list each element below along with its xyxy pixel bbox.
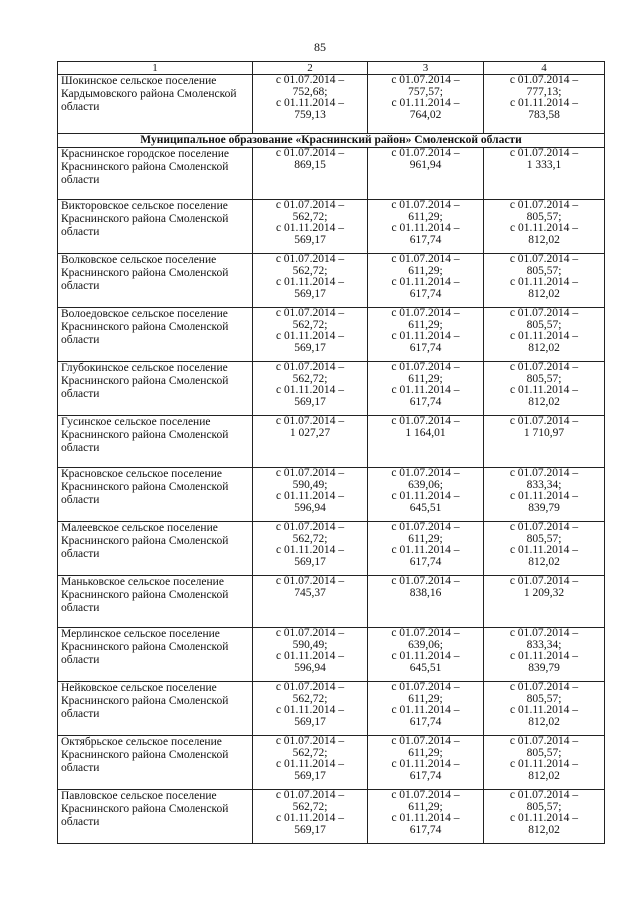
tariff-line: 611,29;: [408, 692, 443, 705]
table-row: [58, 682, 605, 736]
tariff-cell-col3: [368, 362, 484, 416]
tariff-line: 752,68;: [292, 85, 328, 98]
tariff-line: с 01.07.2014 –: [391, 74, 460, 86]
tariff-line: с 01.07.2014 –: [275, 789, 345, 801]
tariff-cell-col3: [368, 468, 484, 522]
tariff-line: 812,02: [528, 769, 560, 782]
tariff-cell-col4: [484, 200, 605, 254]
tariff-line: 812,02: [528, 341, 560, 354]
table-row: [58, 362, 605, 416]
tariff-line: 1 710,97: [523, 426, 565, 439]
table-header: [58, 62, 605, 75]
tariff-cell-col2: [253, 576, 368, 628]
tariff-line: 617,74: [409, 769, 442, 782]
tariff-line: с 01.11.2014 –: [510, 276, 578, 288]
tariff-line: с 01.07.2014 –: [391, 681, 460, 693]
settlement-name: Малеевское сельское поселение Краснинского района Смоленской области: [58, 522, 253, 576]
tariff-line: с 01.07.2014 –: [275, 147, 345, 159]
tariff-cell-col4: [484, 790, 605, 844]
tariff-line: 777,13;: [526, 85, 562, 98]
tariff-line: 611,29;: [408, 800, 443, 813]
tariff-line: с 01.11.2014 –: [391, 384, 460, 396]
page-number: 85: [314, 40, 326, 54]
column-number-2: 2: [253, 62, 368, 75]
tariff-line: с 01.07.2014 –: [509, 199, 579, 211]
tariff-line: 562,72;: [292, 532, 328, 545]
settlement-name: Красновское сельское поселение Краснинского района Смоленской области: [58, 468, 253, 522]
tariff-line: с 01.07.2014 –: [509, 253, 579, 265]
tariff-line: с 01.07.2014 –: [509, 627, 579, 639]
tariff-cell-col4: [484, 75, 605, 134]
table-row: [58, 736, 605, 790]
tariff-line: 639,06;: [408, 478, 443, 491]
settlement-name: Павловское сельское поселение Краснинского района Смоленской области: [58, 790, 253, 844]
tariff-cell-col4: [484, 736, 605, 790]
tariff-line: с 01.07.2014 –: [275, 681, 345, 693]
settlement-name: Маньковское сельское поселение Краснинского района Смоленской области: [58, 576, 253, 628]
tariff-line: с 01.07.2014 –: [275, 415, 345, 427]
section-title: Муниципальное образование «Краснинский район» Смоленской области: [58, 134, 605, 148]
tariff-line: 805,57;: [526, 264, 562, 277]
tariff-line: с 01.07.2014 –: [509, 789, 579, 801]
tariff-line: 562,72;: [292, 210, 328, 223]
tariff-cell-col3: [368, 200, 484, 254]
tariff-line: 1 027,27: [289, 426, 331, 439]
table-row: [58, 254, 605, 308]
tariff-cell-col2: [253, 308, 368, 362]
tariff-line: с 01.11.2014 –: [276, 650, 344, 662]
tariff-line: 590,49;: [292, 478, 328, 491]
tariff-line: с 01.11.2014 –: [276, 97, 344, 109]
tariff-line: с 01.11.2014 –: [510, 330, 578, 342]
tariff-line: с 01.11.2014 –: [391, 222, 460, 234]
tariff-line: 757,57;: [408, 85, 443, 98]
tariff-line: 838,16: [409, 586, 442, 599]
tariff-cell-col3: [368, 522, 484, 576]
tariff-line: 562,72;: [292, 800, 328, 813]
tariff-line: 805,57;: [526, 800, 562, 813]
tariff-cell-col4: [484, 468, 605, 522]
tariff-line: с 01.07.2014 –: [391, 307, 460, 319]
tariff-line: с 01.07.2014 –: [391, 735, 460, 747]
tariff-line: с 01.11.2014 –: [510, 704, 578, 716]
settlement-name: Глубокинское сельское поселение Краснинского района Смоленской области: [58, 362, 253, 416]
tariff-line: 562,72;: [292, 264, 328, 277]
table-row: [58, 308, 605, 362]
tariff-line: 617,74: [409, 555, 442, 568]
tariff-line: 869,15: [294, 158, 326, 171]
tariff-cell-col4: [484, 628, 605, 682]
tariff-line: с 01.11.2014 –: [510, 544, 578, 556]
tariff-table: [57, 61, 605, 844]
tariff-line: с 01.11.2014 –: [391, 758, 460, 770]
tariff-cell-col4: [484, 576, 605, 628]
tariff-cell-col2: [253, 200, 368, 254]
tariff-line: 812,02: [528, 715, 560, 728]
table-row: [58, 628, 605, 682]
tariff-line: с 01.07.2014 –: [509, 415, 579, 427]
tariff-line: с 01.07.2014 –: [509, 575, 579, 587]
tariff-line: с 01.11.2014 –: [391, 97, 460, 109]
tariff-line: 805,57;: [526, 318, 562, 331]
tariff-line: с 01.11.2014 –: [510, 384, 578, 396]
tariff-line: 805,57;: [526, 692, 562, 705]
tariff-cell-col2: [253, 75, 368, 134]
tariff-cell-col3: [368, 628, 484, 682]
tariff-cell-col3: [368, 254, 484, 308]
tariff-cell-col3: [368, 416, 484, 468]
tariff-line: 617,74: [409, 395, 442, 408]
tariff-line: 839,79: [528, 661, 560, 674]
column-number-row: [58, 62, 605, 75]
settlement-name: Краснинское городское поселение Краснинского района Смоленской области: [58, 148, 253, 200]
tariff-line: 611,29;: [408, 318, 443, 331]
tariff-cell-col4: [484, 416, 605, 468]
tariff-line: 645,51: [409, 501, 442, 514]
tariff-line: с 01.07.2014 –: [391, 467, 460, 479]
tariff-cell-col3: [368, 148, 484, 200]
tariff-line: с 01.11.2014 –: [276, 276, 344, 288]
tariff-line: 562,72;: [292, 692, 328, 705]
tariff-line: 805,57;: [526, 372, 562, 385]
tariff-line: 590,49;: [292, 638, 328, 651]
tariff-line: с 01.07.2014 –: [391, 147, 460, 159]
tariff-line: 812,02: [528, 395, 560, 408]
tariff-line: 812,02: [528, 233, 560, 246]
settlement-name: Шокинское сельское поселение Кардымовского района Смоленской области: [58, 75, 253, 134]
tariff-line: с 01.07.2014 –: [509, 74, 579, 86]
tariff-line: 805,57;: [526, 532, 562, 545]
table-row: [58, 148, 605, 200]
tariff-line: с 01.07.2014 –: [275, 199, 345, 211]
column-number-4: 4: [484, 62, 605, 75]
tariff-line: 805,57;: [526, 746, 562, 759]
settlement-name: Октябрьское сельское поселение Краснинского района Смоленской области: [58, 736, 253, 790]
tariff-line: 569,17: [294, 555, 326, 568]
tariff-line: с 01.11.2014 –: [391, 544, 460, 556]
tariff-line: с 01.07.2014 –: [509, 521, 579, 533]
tariff-cell-col3: [368, 75, 484, 134]
tariff-line: с 01.11.2014 –: [510, 222, 578, 234]
settlement-name: Волоедовское сельское поселение Краснинского района Смоленской области: [58, 308, 253, 362]
tariff-line: с 01.07.2014 –: [391, 199, 460, 211]
column-number-1: 1: [58, 62, 253, 75]
tariff-line: 562,72;: [292, 372, 328, 385]
table-row: [58, 468, 605, 522]
tariff-line: с 01.07.2014 –: [509, 147, 579, 159]
tariff-line: с 01.07.2014 –: [391, 253, 460, 265]
tariff-cell-col3: [368, 576, 484, 628]
tariff-line: с 01.11.2014 –: [276, 384, 344, 396]
tariff-line: 569,17: [294, 823, 326, 836]
tariff-cell-col4: [484, 308, 605, 362]
tariff-line: с 01.07.2014 –: [275, 521, 345, 533]
settlement-name: Гусинское сельское поселение Краснинского района Смоленской области: [58, 416, 253, 468]
tariff-cell-col2: [253, 468, 368, 522]
tariff-line: 569,17: [294, 769, 326, 782]
tariff-line: с 01.11.2014 –: [276, 812, 344, 824]
tariff-line: с 01.11.2014 –: [391, 650, 460, 662]
table-row: [58, 576, 605, 628]
tariff-line: 569,17: [294, 715, 326, 728]
tariff-cell-col4: [484, 682, 605, 736]
tariff-line: с 01.07.2014 –: [275, 735, 345, 747]
tariff-line: 569,17: [294, 395, 326, 408]
tariff-line: с 01.07.2014 –: [509, 361, 579, 373]
tariff-line: 617,74: [409, 341, 442, 354]
tariff-line: с 01.11.2014 –: [391, 704, 460, 716]
tariff-line: 617,74: [409, 287, 442, 300]
tariff-cell-col2: [253, 790, 368, 844]
tariff-line: с 01.07.2014 –: [275, 361, 345, 373]
tariff-cell-col2: [253, 362, 368, 416]
tariff-line: 1 209,32: [523, 586, 565, 599]
tariff-line: 596,94: [294, 661, 326, 674]
tariff-line: с 01.07.2014 –: [275, 74, 345, 86]
tariff-line: с 01.11.2014 –: [276, 490, 344, 502]
section-header-row: [58, 134, 605, 148]
tariff-line: с 01.11.2014 –: [510, 758, 578, 770]
tariff-cell-col2: [253, 522, 368, 576]
tariff-line: 562,72;: [292, 318, 328, 331]
tariff-line: 839,79: [528, 501, 560, 514]
tariff-cell-col2: [253, 148, 368, 200]
tariff-cell-col4: [484, 522, 605, 576]
tariff-cell-col4: [484, 148, 605, 200]
tariff-line: 812,02: [528, 287, 560, 300]
tariff-line: 1 333,1: [526, 158, 562, 171]
settlement-name: Викторовское сельское поселение Краснинского района Смоленской области: [58, 200, 253, 254]
tariff-cell-col3: [368, 682, 484, 736]
settlement-name: Волковское сельское поселение Краснинского района Смоленской области: [58, 254, 253, 308]
tariff-line: 759,13: [294, 108, 326, 121]
tariff-line: 617,74: [409, 233, 442, 246]
tariff-line: 569,17: [294, 341, 326, 354]
tariff-line: 617,74: [409, 823, 442, 836]
tariff-line: 745,37: [294, 586, 326, 599]
tariff-cell-col2: [253, 254, 368, 308]
tariff-line: 764,02: [409, 108, 442, 121]
tariff-line: с 01.11.2014 –: [276, 544, 344, 556]
tariff-line: 611,29;: [408, 532, 443, 545]
tariff-line: с 01.11.2014 –: [276, 758, 344, 770]
column-number-3: 3: [368, 62, 484, 75]
table-row: [58, 75, 605, 134]
tariff-line: 645,51: [409, 661, 442, 674]
tariff-cell-col3: [368, 308, 484, 362]
tariff-line: 611,29;: [408, 210, 443, 223]
tariff-cell-col2: [253, 416, 368, 468]
tariff-line: с 01.11.2014 –: [391, 490, 460, 502]
tariff-line: с 01.11.2014 –: [510, 650, 578, 662]
tariff-line: с 01.07.2014 –: [509, 681, 579, 693]
tariff-line: с 01.11.2014 –: [276, 222, 344, 234]
tariff-line: с 01.07.2014 –: [391, 361, 460, 373]
tariff-line: 833,34;: [526, 478, 562, 491]
tariff-line: 783,58: [528, 108, 560, 121]
settlement-name: Мерлинское сельское поселение Краснинского района Смоленской области: [58, 628, 253, 682]
tariff-line: с 01.11.2014 –: [510, 812, 578, 824]
tariff-line: с 01.11.2014 –: [510, 490, 578, 502]
tariff-line: с 01.07.2014 –: [275, 307, 345, 319]
tariff-line: с 01.07.2014 –: [391, 415, 460, 427]
tariff-cell-col4: [484, 362, 605, 416]
tariff-line: 562,72;: [292, 746, 328, 759]
tariff-line: с 01.07.2014 –: [275, 627, 345, 639]
tariff-line: 961,94: [409, 158, 442, 171]
table-body: [58, 75, 605, 844]
tariff-line: 1 164,01: [405, 426, 446, 439]
tariff-line: 812,02: [528, 555, 560, 568]
tariff-line: 611,29;: [408, 746, 443, 759]
tariff-cell-col4: [484, 254, 605, 308]
tariff-line: с 01.07.2014 –: [509, 307, 579, 319]
tariff-line: 639,06;: [408, 638, 443, 651]
tariff-line: 611,29;: [408, 372, 443, 385]
tariff-line: 617,74: [409, 715, 442, 728]
tariff-line: с 01.07.2014 –: [391, 789, 460, 801]
table-row: [58, 790, 605, 844]
tariff-line: с 01.07.2014 –: [275, 467, 345, 479]
tariff-line: 596,94: [294, 501, 326, 514]
settlement-name: Нейковское сельское поселение Краснинского района Смоленской области: [58, 682, 253, 736]
tariff-line: с 01.07.2014 –: [275, 575, 345, 587]
tariff-line: с 01.07.2014 –: [391, 521, 460, 533]
tariff-cell-col2: [253, 628, 368, 682]
tariff-line: с 01.11.2014 –: [510, 97, 578, 109]
tariff-line: с 01.11.2014 –: [391, 330, 460, 342]
tariff-line: с 01.11.2014 –: [391, 276, 460, 288]
tariff-line: 569,17: [294, 233, 326, 246]
tariff-cell-col3: [368, 736, 484, 790]
tariff-line: с 01.07.2014 –: [509, 735, 579, 747]
tariff-line: 833,34;: [526, 638, 562, 651]
tariff-line: с 01.07.2014 –: [509, 467, 579, 479]
tariff-line: 611,29;: [408, 264, 443, 277]
tariff-line: с 01.11.2014 –: [276, 330, 344, 342]
tariff-line: с 01.07.2014 –: [391, 575, 460, 587]
tariff-line: с 01.07.2014 –: [275, 253, 345, 265]
tariff-line: с 01.11.2014 –: [391, 812, 460, 824]
tariff-line: 812,02: [528, 823, 560, 836]
tariff-cell-col3: [368, 790, 484, 844]
tariff-cell-col2: [253, 736, 368, 790]
tariff-cell-col2: [253, 682, 368, 736]
tariff-line: с 01.11.2014 –: [276, 704, 344, 716]
tariff-line: с 01.07.2014 –: [391, 627, 460, 639]
tariff-line: 805,57;: [526, 210, 562, 223]
table-row: [58, 200, 605, 254]
tariff-line: 569,17: [294, 287, 326, 300]
table-row: [58, 416, 605, 468]
table-row: [58, 522, 605, 576]
